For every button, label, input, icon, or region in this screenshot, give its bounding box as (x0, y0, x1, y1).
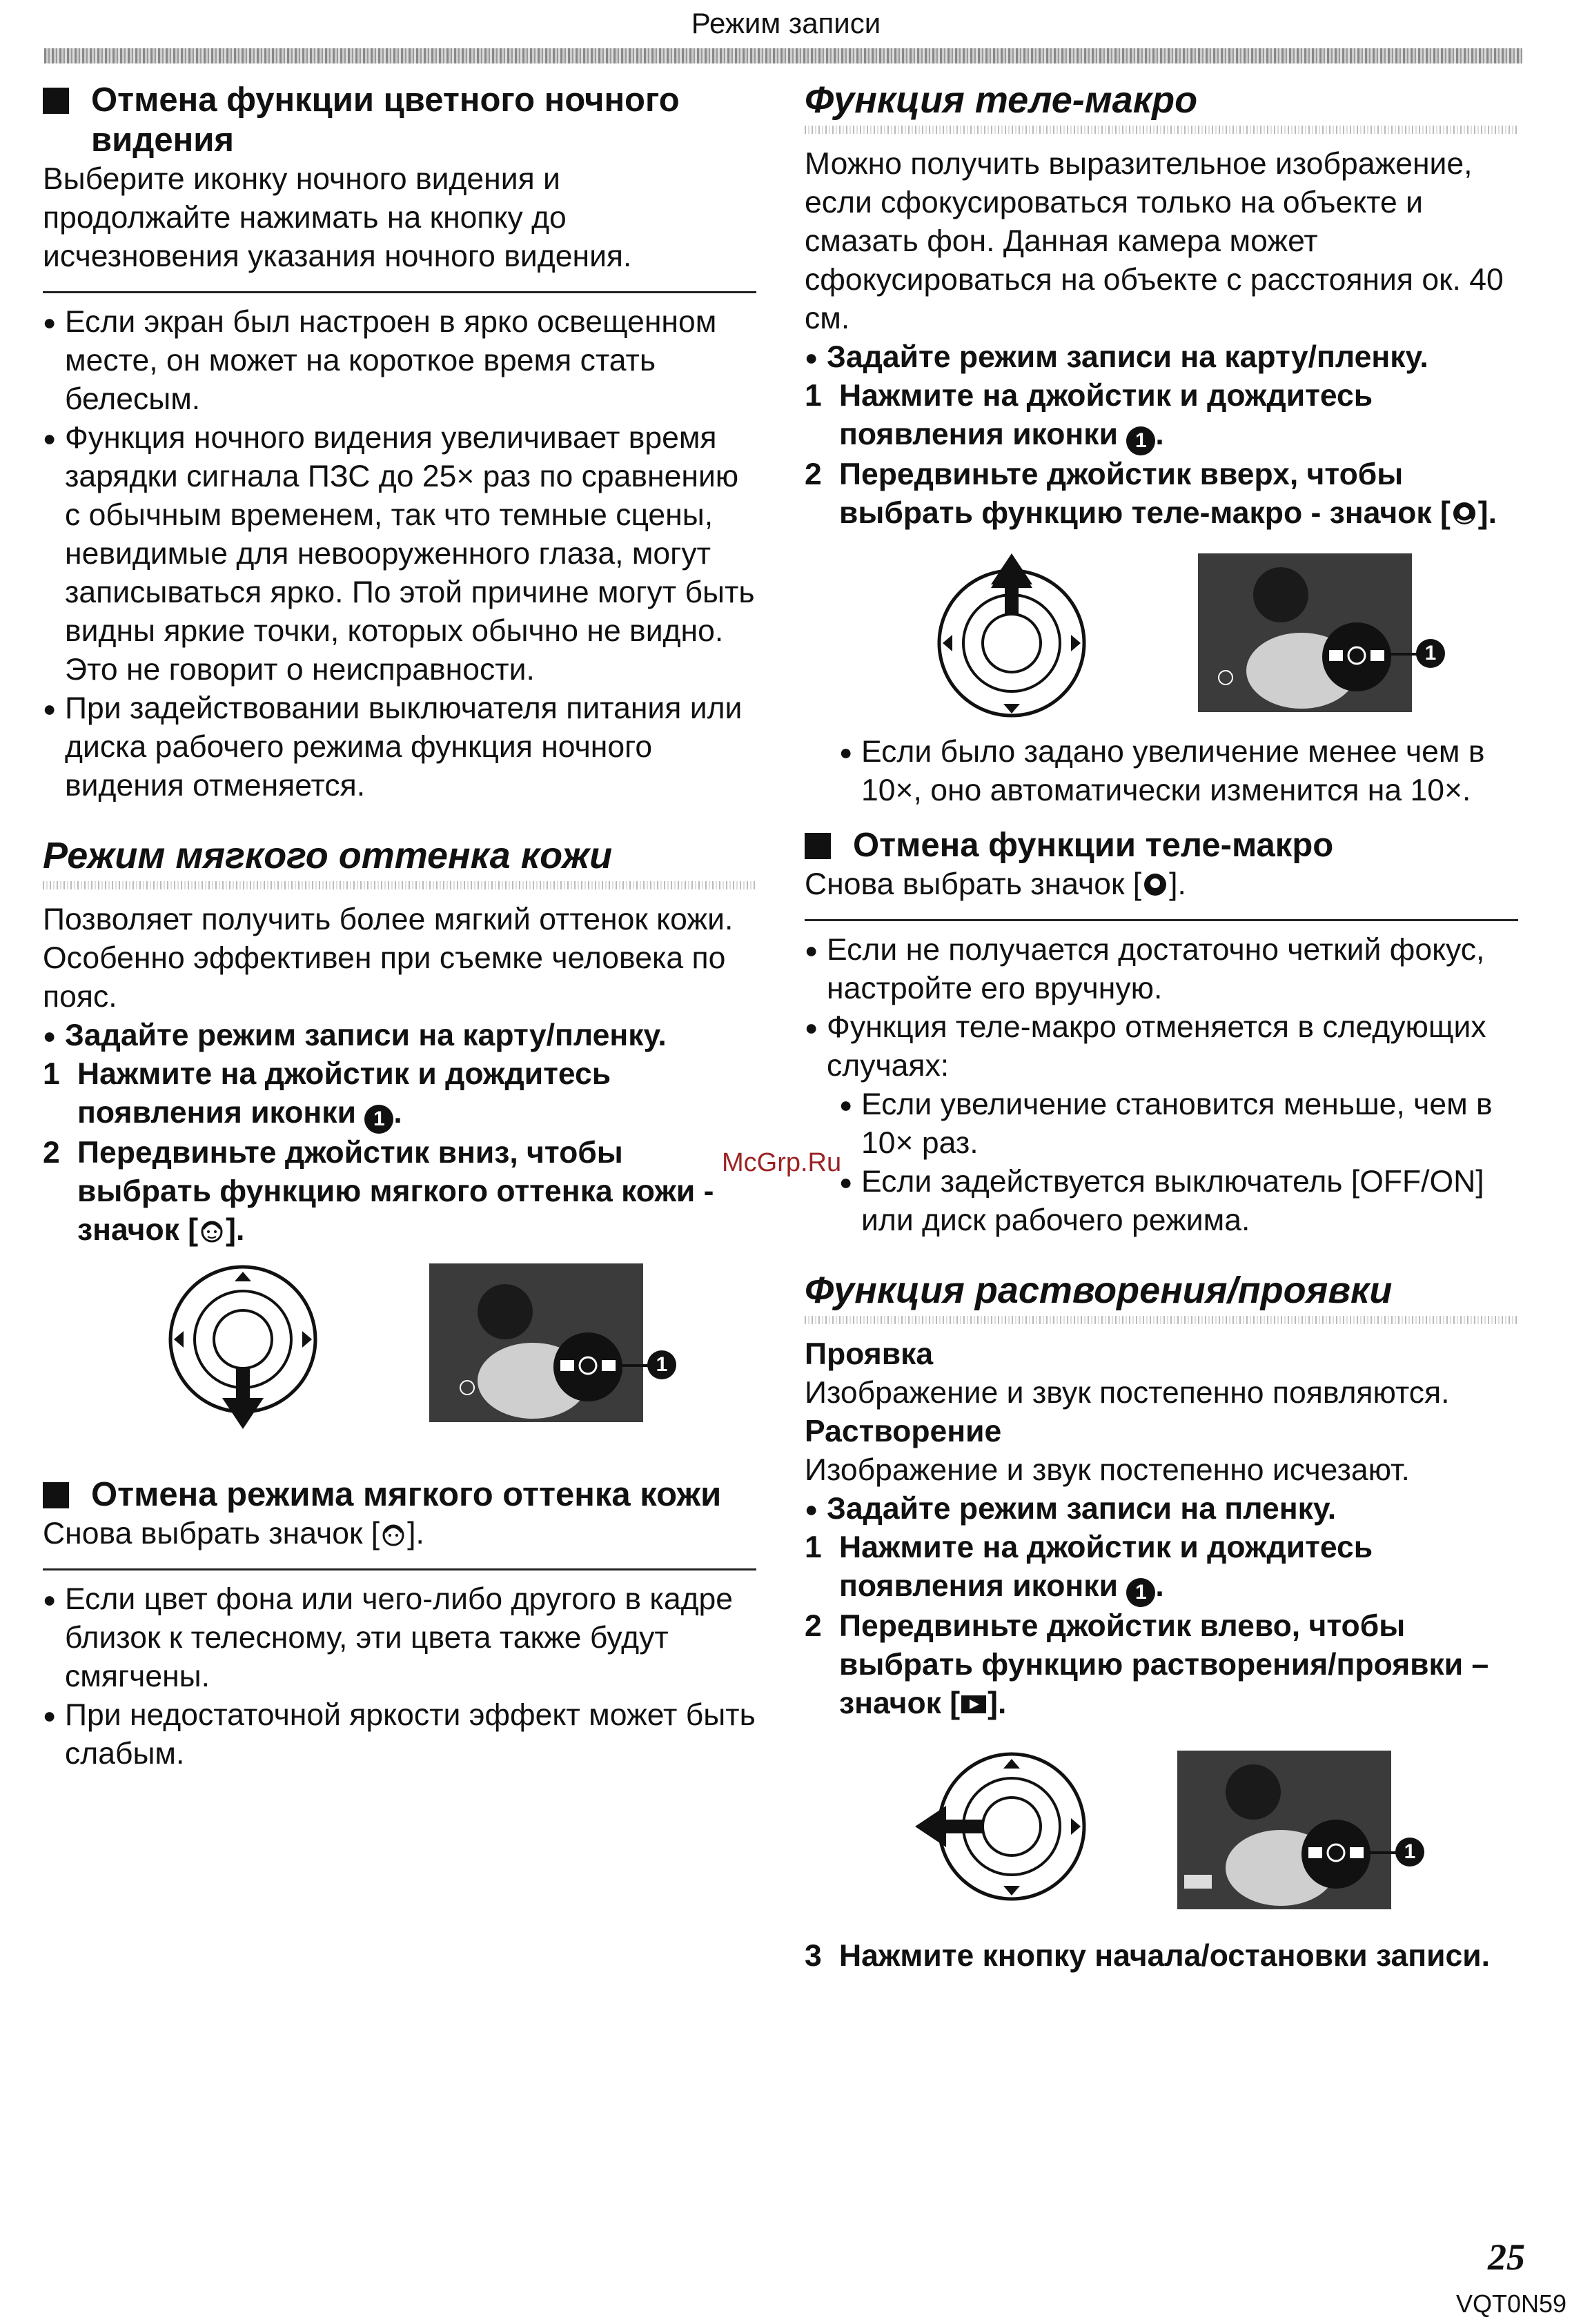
tele-macro-icon (1451, 500, 1478, 527)
fade-figure (805, 1751, 1518, 1930)
fade-out-label: Растворение (805, 1415, 1002, 1448)
left-column (43, 80, 756, 1773)
fade-step-3: 3 Нажмите кнопку начала/остановки записи. (805, 1939, 1490, 1973)
joystick-up-icon (929, 553, 1094, 719)
note-item: ● При задействовании выключателя питания или диска рабочего режима функция ночного видения отменяется. (43, 689, 756, 805)
skin-figure (43, 1263, 756, 1457)
fade-in-label: Проявка (805, 1337, 934, 1371)
fade-in-text: Изображение и звук постепенно появляются. (805, 1376, 1450, 1410)
callout-line (616, 1364, 649, 1367)
fade-icon (960, 1690, 988, 1717)
skin-cancel-heading: Отмена режима мягкого оттенка кожи (43, 1475, 756, 1515)
lcd-preview-image (1198, 553, 1412, 712)
macro-section-title: Функция теле-макро (805, 79, 1198, 121)
macro-intro: Можно получить выразительное изображение, если сфокусироваться только на объекте и смазать фон. Данная камера может сфокусироваться на объекте с расстояния ок. 40 см. (805, 147, 1504, 335)
divider (43, 291, 756, 293)
note-item: ● Если цвет фона или чего-либо другого в кадре близок к телесному, эти цвета также будут смягчены. (43, 1580, 756, 1696)
right-column (805, 77, 1518, 1976)
macro-cancel-text: Снова выбрать значок [ ]. (805, 867, 1186, 901)
sub-note-item: ● Если задействуется выключатель [OFF/ON] или диск рабочего режима. (805, 1163, 1518, 1240)
callout-line (1364, 1851, 1397, 1854)
soft-skin-icon (198, 1217, 226, 1244)
section-underline (43, 881, 756, 889)
joystick-down-icon (160, 1263, 326, 1429)
section-square-icon (805, 833, 831, 859)
skin-cancel-text: Снова выбрать значок [ ]. (43, 1517, 424, 1550)
divider (805, 919, 1518, 921)
skin-section-title: Режим мягкого оттенка кожи (43, 835, 613, 876)
document-code: VQT0N59 (1456, 2289, 1567, 2318)
skin-intro: Позволяет получить более мягкий оттенок кожи. Особенно эффективен при съемке человека по пояс. (43, 903, 734, 1014)
header-band (44, 48, 1522, 63)
page-header-title: Режим записи (691, 7, 881, 39)
callout-line (1384, 653, 1417, 656)
watermark: McGrp.Ru (722, 1148, 842, 1177)
macro-step-2: 2 Передвиньте джойстик вверх, чтобы выбрать функцию теле-макро - значок [ ]. (805, 457, 1497, 530)
fade-step-2: 2 Передвиньте джойстик влево, чтобы выбрать функцию растворения/проявки – значок [ ]. (805, 1609, 1489, 1720)
note-item: ● Если экран был настроен в ярко освещенном месте, он может на короткое время стать белесым. (43, 303, 756, 419)
macro-cancel-heading: Отмена функции теле-макро (805, 825, 1518, 865)
night-cancel-text: Выберите иконку ночного видения и продолжайте нажимать на кнопку до исчезновения указания ночного видения. (43, 162, 632, 273)
section-underline (805, 1316, 1518, 1324)
callout-1-icon: 1 (1416, 639, 1445, 668)
macro-figure (805, 560, 1518, 733)
lcd-preview-image (1177, 1751, 1391, 1909)
soft-skin-icon (380, 1520, 407, 1548)
tele-macro-icon (1141, 871, 1169, 898)
note-item: ● Функция теле-макро отменяется в следующих случаях: (805, 1008, 1518, 1085)
note-item: ● При недостаточной яркости эффект может быть слабым. (43, 1696, 756, 1773)
skin-step-2: 2 Передвиньте джойстик вниз, чтобы выбрать функцию мягкого оттенка кожи - значок [ ]. (43, 1136, 714, 1247)
macro-step-1: 1 Нажмите на джойстик и дождитесь появления иконки 1 . (805, 377, 1518, 455)
callout-1-icon: 1 (1395, 1838, 1424, 1867)
fade-set-mode: ● Задайте режим записи на пленку. (805, 1490, 1518, 1528)
callout-1-icon: 1 (1126, 1578, 1155, 1607)
sub-note-item: ● Если увеличение становится меньше, чем в 10× раз. (805, 1085, 1518, 1163)
divider (43, 1568, 756, 1570)
section-underline (805, 126, 1518, 134)
joystick-left-icon (915, 1751, 1094, 1916)
macro-set-mode: ● Задайте режим записи на карту/пленку. (805, 338, 1518, 377)
callout-1-icon: 1 (364, 1105, 393, 1134)
page-number: 25 (1488, 2236, 1525, 2278)
macro-figure-note: ● Если было задано увеличение менее чем в 10×, оно автоматически изменится на 10×. (805, 733, 1518, 810)
callout-1-icon: 1 (1126, 426, 1155, 455)
fade-step-1: 1 Нажмите на джойстик и дождитесь появления иконки 1 . (805, 1528, 1518, 1607)
note-item: ● Функция ночного видения увеличивает время зарядки сигнала ПЗС до 25× раз по сравнению с обычным временем, так что темные сцены, невидимые для невооруженного глаза, могут записываться ярко. По этой причине могут быть видны яркие точки, которых обычно не видно. Это не говорит о неисправности. (43, 419, 756, 689)
fade-section-title: Функция растворения/проявки (805, 1270, 1393, 1311)
skin-set-mode: ● Задайте режим записи на карту/пленку. (43, 1016, 756, 1055)
skin-step-1: 1 Нажмите на джойстик и дождитесь появления иконки 1 . (43, 1055, 756, 1134)
note-item: ● Если не получается достаточно четкий фокус, настройте его вручную. (805, 931, 1518, 1008)
fade-out-text: Изображение и звук постепенно исчезают. (805, 1453, 1410, 1487)
section-square-icon (43, 88, 69, 114)
callout-1-icon: 1 (647, 1350, 676, 1379)
lcd-preview-image (429, 1263, 643, 1422)
section-square-icon (43, 1482, 69, 1508)
night-cancel-heading: Отмена функции цветного ночного видения (43, 80, 756, 160)
